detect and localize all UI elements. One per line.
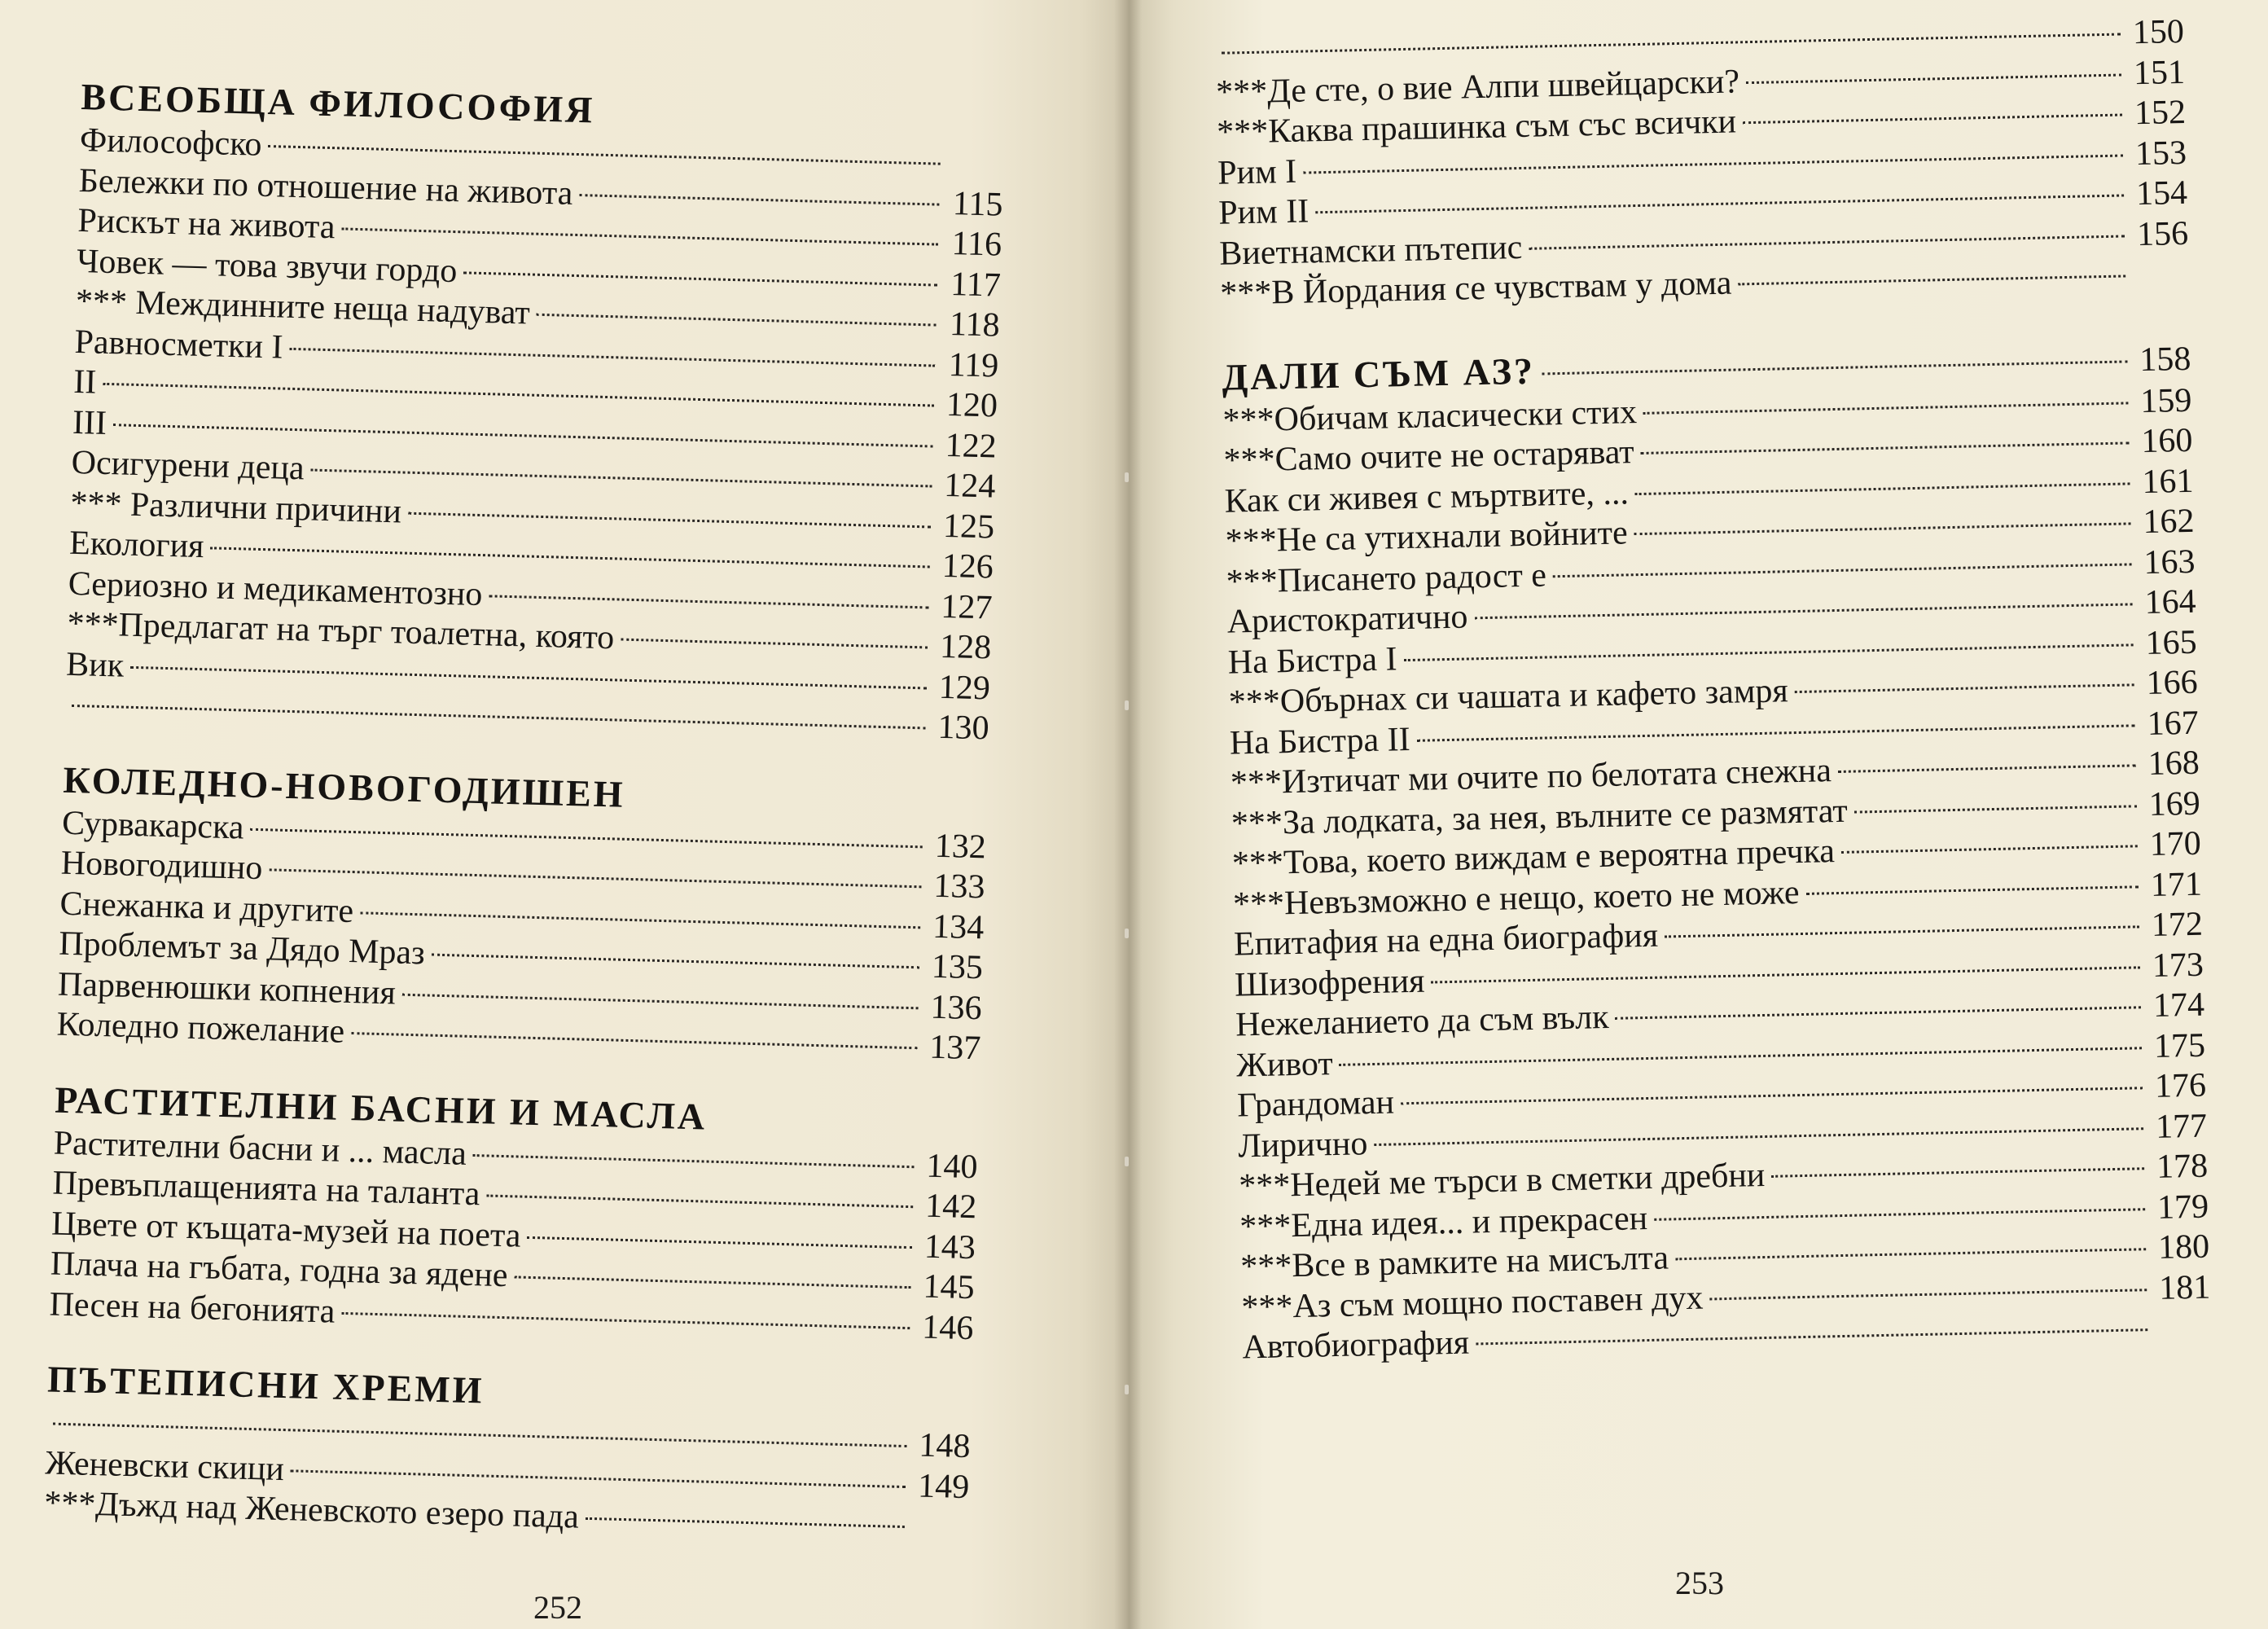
entry-title: ***Не са утихнали войните (1225, 514, 1629, 560)
entry-title: Екология (68, 524, 205, 566)
page-ref: 152 (2134, 93, 2187, 133)
entry-title: ***Невъзможно е нещо, което не може (1232, 873, 1800, 924)
entry-title: Лирично (1237, 1124, 1368, 1166)
right-page (1128, 0, 2268, 1629)
dot-leader (1542, 360, 2127, 375)
page-ref: 145 (923, 1267, 976, 1307)
page-ref: 156 (2136, 214, 2189, 253)
dot-leader (489, 595, 928, 608)
page-ref: 154 (2135, 173, 2188, 213)
page-ref: 160 (2140, 421, 2193, 461)
table-of-contents-left (0, 0, 1128, 1552)
dot-leader (289, 347, 935, 367)
dot-leader (1529, 235, 2125, 249)
entry-title: Вик (65, 645, 125, 685)
dot-leader (1476, 1328, 2147, 1345)
entry-title: ***Де сте, о вие Алпи швейцарски? (1215, 62, 1740, 112)
entry-title: ***За лодката, за нея, вълните се размятат (1231, 792, 1849, 843)
page-ref (946, 173, 1003, 175)
section-title: ДАЛИ СЪМ АЗ? (1221, 349, 1536, 398)
dot-leader (1474, 603, 2132, 619)
page-ref: 166 (2146, 663, 2199, 703)
dot-leader (537, 314, 937, 327)
page-ref: 165 (2145, 623, 2198, 662)
dot-leader (1431, 966, 2140, 983)
entry-title: Грандоман (1236, 1083, 1395, 1125)
dot-leader (1838, 764, 2136, 773)
dot-leader (1743, 114, 2122, 125)
entry-title: Рискът на живота (77, 201, 336, 247)
dot-leader (72, 705, 926, 729)
entry-title: Човек — това звучи гордо (76, 242, 458, 290)
page-ref: 171 (2150, 865, 2203, 904)
page-ref: 126 (941, 547, 994, 586)
page-ref: 161 (2141, 462, 2194, 501)
entry-title: III (72, 403, 107, 442)
page-ref: 172 (2151, 905, 2204, 944)
dot-leader (1615, 1006, 2141, 1020)
dot-leader (268, 145, 940, 165)
page-ref: 180 (2157, 1227, 2210, 1267)
dot-leader (1654, 1208, 2145, 1221)
page-ref: 146 (921, 1308, 974, 1347)
page-ref: 168 (2147, 744, 2200, 784)
dot-leader (514, 1276, 910, 1289)
page-ref: 127 (940, 587, 994, 626)
dot-leader (1635, 482, 2130, 495)
dot-leader (1641, 441, 2130, 454)
page-ref: 117 (950, 265, 1002, 305)
entry-title: *** Междинните неща надуват (75, 282, 531, 332)
page-ref (2132, 284, 2189, 285)
dot-leader (210, 547, 929, 568)
dot-leader (1643, 402, 2128, 414)
dot-leader (130, 665, 927, 689)
toc-section (56, 756, 988, 1069)
dot-leader (341, 1311, 910, 1328)
entry-title: ***Обичам класически стих (1222, 393, 1638, 440)
page-ref: 130 (937, 708, 990, 748)
page-ref: 179 (2156, 1188, 2209, 1227)
entry-title: ***Предлагат на търг тоалетна, която (66, 604, 615, 657)
dot-leader (527, 1236, 911, 1248)
dot-leader (1665, 925, 2139, 937)
dot-leader (1854, 805, 2137, 813)
page-ref: 119 (948, 345, 999, 385)
entry-title: ***Аз съм мощно поставен дух (1240, 1279, 1704, 1326)
toc-section (1215, 12, 2190, 314)
entry-title: Виетнамски пътепис (1218, 228, 1523, 273)
entry-title: Епитафия на една биография (1233, 916, 1659, 964)
dot-leader (1675, 1248, 2146, 1260)
page-ref: 159 (2139, 381, 2192, 420)
entry-title: ***Обърнах си чашата и кафето замря (1228, 672, 1789, 722)
toc-section (1222, 333, 2212, 1368)
binding-stitch (1125, 929, 1129, 938)
dot-leader (1795, 683, 2134, 693)
dot-leader (1417, 724, 2135, 741)
entry-title: Сериозно и медикаментозно (68, 564, 483, 613)
page-ref: 132 (934, 827, 987, 866)
dot-leader (1771, 1167, 2144, 1178)
entry-title: Снежанка и другите (59, 885, 354, 930)
dot-leader (1634, 522, 2131, 535)
entry-title: ***Една идея... и прекрасен (1239, 1199, 1648, 1245)
page-ref: 133 (932, 867, 986, 907)
section-title: КОЛЕДНО-НОВОГОДИШЕН (62, 758, 626, 815)
dot-leader (1340, 1047, 2142, 1066)
dot-leader (1303, 154, 2123, 173)
dot-leader (310, 469, 932, 488)
dot-leader (1315, 194, 2124, 213)
page-ref: 137 (928, 1028, 981, 1068)
page-ref: 115 (952, 184, 1004, 224)
dot-leader (103, 383, 934, 407)
dot-leader (1841, 845, 2138, 854)
page-ref: 181 (2158, 1268, 2211, 1307)
dot-leader (1806, 885, 2139, 895)
dot-leader (1746, 73, 2121, 84)
toc-section (64, 73, 1006, 749)
dot-leader (579, 194, 939, 206)
dot-leader (1553, 563, 2132, 577)
page-ref: 174 (2152, 986, 2205, 1025)
entry-title: Философско (79, 121, 263, 164)
dot-leader (1404, 643, 2134, 661)
entry-title: ***Дъжд над Женевското езеро пада (43, 1484, 580, 1536)
entry-title: Коледно пожелание (56, 1005, 345, 1051)
dot-leader (269, 868, 921, 888)
dot-leader (408, 512, 931, 528)
dot-leader (1738, 274, 2125, 285)
page-ref: 129 (938, 668, 991, 707)
entry-title: Живот (1235, 1044, 1334, 1085)
page-ref: 116 (951, 225, 1002, 264)
entry-title: ***Писането радост е (1226, 555, 1547, 601)
page-ref: 170 (2149, 824, 2202, 863)
entry-title: *** Различни причини (69, 484, 402, 530)
table-of-contents-right (1128, 0, 2268, 1370)
dot-leader (113, 424, 933, 447)
page-ref: 151 (2133, 53, 2186, 92)
page-ref: 118 (949, 305, 1001, 345)
page-ref: 143 (923, 1227, 976, 1267)
entry-title: Новогодишно (60, 844, 263, 888)
dot-leader (463, 271, 937, 286)
entry-title: Бележки по отношение на живота (78, 161, 573, 213)
entry-title: ***Каква прашинка съм със всички (1216, 103, 1737, 151)
left-page (0, 0, 1128, 1629)
page-ref: 173 (2152, 946, 2204, 985)
entry-title: Парвенюшки копнения (57, 965, 397, 1012)
toc-section (49, 1076, 980, 1349)
entry-title: ***В Йордания се чувствам у дома (1219, 264, 1732, 313)
entry-title: Женевски скици (44, 1443, 285, 1488)
section-title: ВСЕОБЩА ФИЛОСОФИЯ (80, 76, 595, 131)
page-ref: 125 (942, 507, 995, 547)
entry-title: Цвете от къщата-музей на поета (50, 1205, 522, 1255)
page-ref (911, 1536, 968, 1538)
entry-title: ***Само очите не остаряват (1223, 433, 1635, 480)
page-ref: 163 (2143, 542, 2196, 582)
entry-title: Автобиография (1241, 1324, 1470, 1367)
dot-leader (53, 1423, 907, 1447)
entry-title: Рим I (1217, 152, 1297, 192)
page-ref: 153 (2134, 134, 2187, 173)
entry-title: Аристократично (1226, 598, 1468, 641)
page-ref: 128 (939, 627, 992, 667)
binding-stitch (1125, 472, 1129, 482)
entry-title: Рим II (1217, 192, 1309, 232)
page-ref: 177 (2155, 1107, 2208, 1146)
page-number: 253 (1675, 1565, 1724, 1601)
dot-leader (486, 1194, 913, 1208)
dot-leader (402, 993, 919, 1009)
page-ref: 124 (943, 466, 996, 506)
page-ref: 148 (918, 1426, 972, 1466)
page-ref: 169 (2148, 784, 2201, 823)
dot-leader (473, 1154, 915, 1168)
page-ref: 136 (930, 988, 983, 1027)
entry-title: Равносметки I (74, 323, 284, 367)
dot-leader (1374, 1127, 2143, 1146)
entry-title: На Бистра I (1227, 639, 1397, 682)
dot-leader (341, 227, 938, 245)
page-ref: 167 (2147, 704, 2200, 743)
page-number: 252 (533, 1589, 582, 1626)
entry-title: ***Изтичат ми очите по белотата снежна (1230, 752, 1832, 802)
binding-stitch (1125, 700, 1129, 710)
page-ref: 134 (932, 907, 985, 946)
page-ref: 122 (945, 426, 998, 466)
page-ref (2154, 1338, 2211, 1339)
entry-title: Шизофрения (1234, 962, 1425, 1004)
toc-section (44, 1355, 972, 1548)
dot-leader (360, 911, 920, 929)
dot-leader (351, 1032, 917, 1049)
page-ref: 176 (2154, 1066, 2207, 1105)
dot-leader (291, 1469, 906, 1488)
entry-title: ***Това, което виждам е вероятна пречка (1231, 832, 1836, 883)
dot-leader (1401, 1087, 2143, 1104)
section-title: ПЪТЕПИСНИ ХРЕМИ (46, 1358, 485, 1412)
entry-title: Как си живея с мъртвите, ... (1224, 473, 1630, 520)
dot-leader (1709, 1289, 2147, 1300)
entry-title: Плача на гъбата, годна за ядене (50, 1245, 509, 1295)
page-ref: 164 (2144, 582, 2197, 622)
page-ref: 135 (931, 947, 984, 987)
page-ref: 120 (945, 385, 998, 425)
page-ref: 149 (917, 1466, 970, 1506)
entry-title: Песен на бегонията (49, 1284, 336, 1331)
binding-stitch (1125, 1385, 1129, 1394)
dot-leader (432, 954, 919, 969)
page-ref: 175 (2153, 1026, 2206, 1065)
entry-title: Растителни басни и ... масла (53, 1124, 467, 1173)
entry-title: На Бистра II (1229, 720, 1411, 762)
entry-title: Превъплащенията на таланта (51, 1164, 480, 1214)
dot-leader (1222, 33, 2121, 55)
page-ref: 142 (924, 1187, 977, 1227)
page-ref: 158 (2139, 340, 2191, 379)
binding-stitch (1125, 1157, 1129, 1166)
page-ref: 162 (2143, 502, 2195, 542)
entry-title: II (72, 362, 97, 402)
page-ref: 178 (2156, 1147, 2209, 1186)
entry-title: Нежеланието да съм вълк (1235, 998, 1609, 1044)
entry-title: Сурвакарска (61, 804, 245, 847)
page-ref: 140 (925, 1147, 979, 1186)
section-title: РАСТИТЕЛНИ БАСНИ И МАСЛА (54, 1078, 708, 1138)
dot-leader (586, 1517, 905, 1528)
dot-leader (621, 639, 928, 649)
page-ref: 150 (2132, 12, 2185, 52)
entry-title: ***Все в рамките на мисълта (1239, 1239, 1669, 1286)
entry-title: Проблемът за Дядо Мраз (58, 924, 426, 973)
dot-leader (250, 828, 922, 848)
entry-title: ***Недей ме търси в сметки дребни (1238, 1156, 1766, 1205)
entry-title: Осигурени деца (71, 443, 305, 488)
